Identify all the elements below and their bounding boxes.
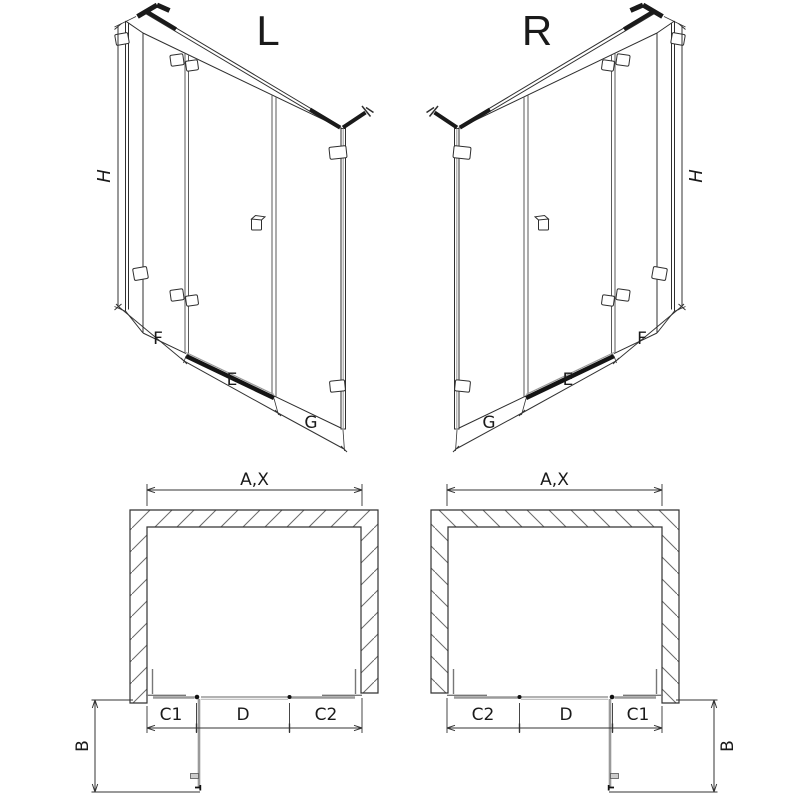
plan-right-dim-c2: C2 (471, 705, 495, 725)
plan-left-dim-c2: C2 (314, 705, 338, 725)
plan-right-dim-d: D (559, 705, 573, 725)
iso-left-dim-e: E (226, 370, 238, 390)
iso-left-height-label: H (94, 169, 115, 183)
iso-right-height-label: H (686, 169, 707, 183)
iso-right-dim-f: F (637, 329, 647, 349)
iso-view-right (427, 5, 686, 452)
plan-left-width-label: A,X (240, 470, 269, 490)
plan-view-right (431, 484, 718, 792)
iso-left-label: L (256, 7, 280, 54)
plan-right-width-label: A,X (540, 470, 569, 490)
plan-left-depth-label: B (73, 740, 93, 752)
iso-right-label: R (521, 7, 553, 54)
plan-right-dim-c1: C1 (626, 705, 650, 725)
plan-right-depth-label: B (718, 740, 738, 752)
iso-view-left (115, 5, 374, 452)
plan-left-dim-d: D (236, 705, 250, 725)
plan-view-left (92, 484, 379, 792)
iso-right-dim-g: G (482, 413, 496, 433)
iso-left-dim-f: F (153, 329, 163, 349)
iso-left-dim-g: G (304, 413, 318, 433)
iso-right-dim-e: E (562, 370, 574, 390)
plan-left-dim-c1: C1 (159, 705, 183, 725)
